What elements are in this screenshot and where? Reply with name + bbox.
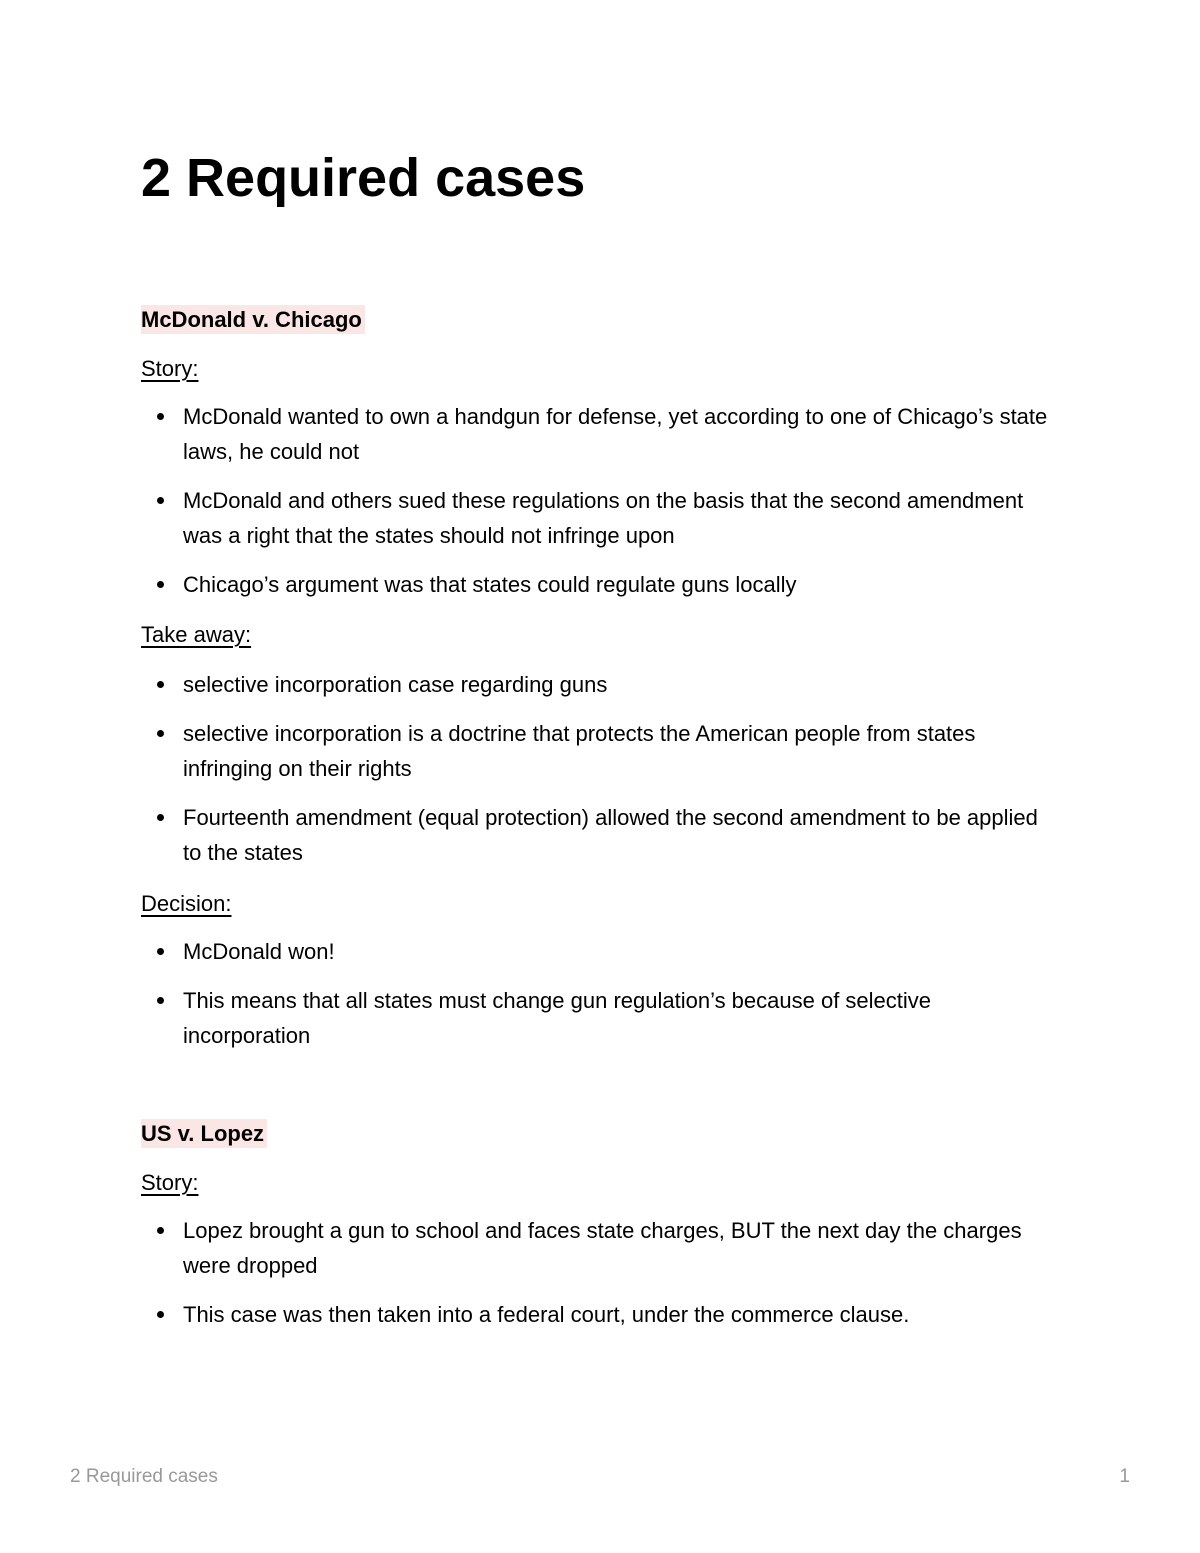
list-item: [141, 567, 1061, 602]
bullet-icon: [157, 1227, 164, 1234]
list-item: [141, 800, 1061, 870]
list-item: [141, 1297, 1061, 1332]
case-heading-mcdonald: [141, 305, 365, 335]
case-heading-text: McDonald v. Chicago: [141, 305, 365, 334]
bullet-icon: [157, 681, 164, 688]
list-item-text: Fourteenth amendment (equal protection) allowed the second amendment to be applied to the states: [183, 805, 1038, 865]
bullet-icon: [157, 1311, 164, 1318]
list-item: [141, 983, 1061, 1053]
bullet-icon: [157, 497, 164, 504]
list-item: [141, 399, 1061, 469]
bullet-icon: [157, 814, 164, 821]
bullet-list-story: [141, 399, 1061, 602]
list-item-text: Chicago’s argument was that states could regulate guns locally: [183, 572, 797, 597]
list-item-text: Lopez brought a gun to school and faces state charges, BUT the next day the charges were dropped: [183, 1218, 1022, 1278]
list-item-text: selective incorporation case regarding guns: [183, 672, 608, 697]
bullet-list-take-away: [141, 667, 1061, 870]
list-item: [141, 1213, 1061, 1283]
list-item-text: McDonald won!: [183, 939, 335, 964]
bullet-icon: [157, 730, 164, 737]
bullet-icon: [157, 581, 164, 588]
bullet-icon: [157, 413, 164, 420]
footer-title: 2 Required cases: [70, 1466, 218, 1487]
list-item: [141, 934, 1061, 969]
list-item: [141, 483, 1061, 553]
page-number: 1: [1119, 1466, 1130, 1487]
bullet-icon: [157, 948, 164, 955]
list-item-text: McDonald and others sued these regulations on the basis that the second amendment was a right that the states should not infringe upon: [183, 488, 1024, 548]
bullet-icon: [157, 997, 164, 1004]
section-label-take-away: Take away:: [141, 622, 252, 647]
list-item-text: This case was then taken into a federal court, under the commerce clause.: [183, 1302, 910, 1327]
list-item: [141, 667, 1061, 702]
section-label-story: Story:: [141, 1170, 199, 1195]
list-item-text: McDonald wanted to own a handgun for defense, yet according to one of Chicago’s state laws, he could not: [183, 404, 1048, 464]
section-label-story: Story:: [141, 356, 199, 381]
list-item-text: selective incorporation is a doctrine that protects the American people from states infringing on their rights: [183, 721, 976, 781]
list-item-text: This means that all states must change gun regulation’s because of selective incorporation: [183, 988, 932, 1048]
page-title: 2 Required cases: [141, 148, 586, 208]
list-item: [141, 716, 1061, 786]
section-label-decision: Decision:: [141, 891, 232, 916]
bullet-list-story: [141, 1213, 1061, 1332]
bullet-list-decision: [141, 934, 1061, 1053]
case-heading-lopez: [141, 1119, 267, 1149]
case-heading-text: US v. Lopez: [141, 1119, 267, 1148]
